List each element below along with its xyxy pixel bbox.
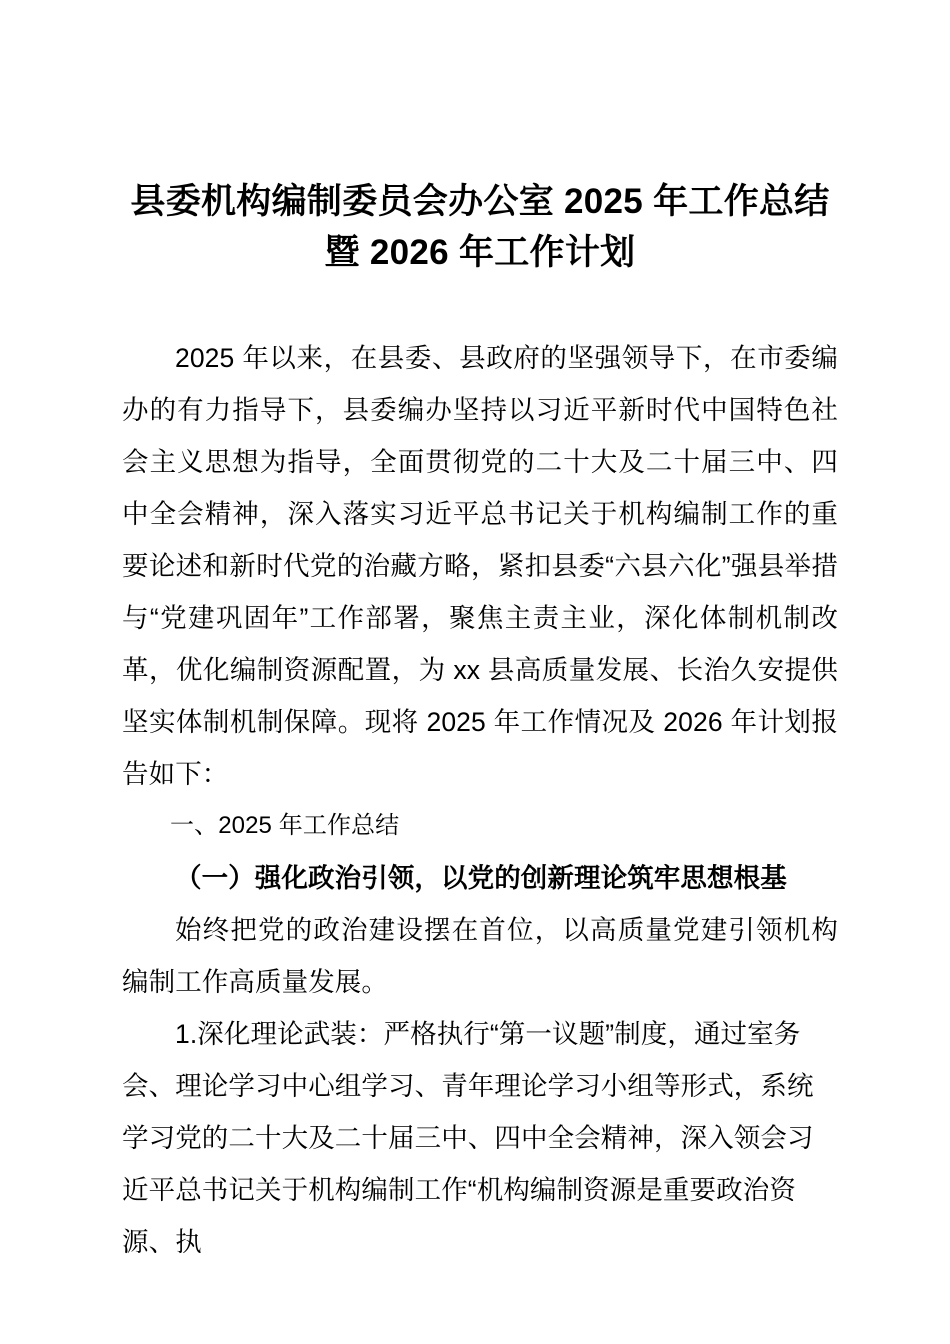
subsection-heading-political-guidance: （一）强化政治引领，以党的创新理论筑牢思想根基 [175,863,787,893]
intro-paragraph: 2025 年以来，在县委、县政府的坚强领导下，在市委编办的有力指导下，县委编办坚持以习近平新时代中国特色社会主义思想为指导，全面贯彻党的二十大及二十届三中、四中全会精神，深入落实习近平总书记关于机构编制工作的重要论述和新时代党的治藏方略，紧扣县委“六县六化”强县举措与“党建巩固年”工作部署，聚焦主责主业，深化体制机制改革，优化编制资源配置，为 xx 县高质量发展、长治久安提供坚实体制机制保障。现将 2025 年工作情况及 2026 年计划报告如下： [122,343,838,789]
document-title-line-1: 县委机构编制委员会办公室 2025 年工作总结 [130,182,830,221]
title-body-spacer [122,278,838,332]
document-title-line-2: 暨 2026 年工作计划 [324,233,636,272]
section-heading-2025-summary: 一、2025 年工作总结 [170,812,400,839]
document-text-column [122,0,838,1268]
list-item-theoretical-study: 1.深化理论武装：严格执行“第一议题”制度，通过室务会、理论学习中心组学习、青年理论学习小组等形式，系统学习党的二十大及二十届三中、四中全会精神，深入领会习近平总书记关于机构编制工作“机构编制资源是重要政治资源、执 [122,1019,814,1257]
subsection-intro-paragraph: 始终把党的政治建设摆在首位，以高质量党建引领机构编制工作高质量发展。 [122,915,838,997]
document-title [122,0,838,278]
